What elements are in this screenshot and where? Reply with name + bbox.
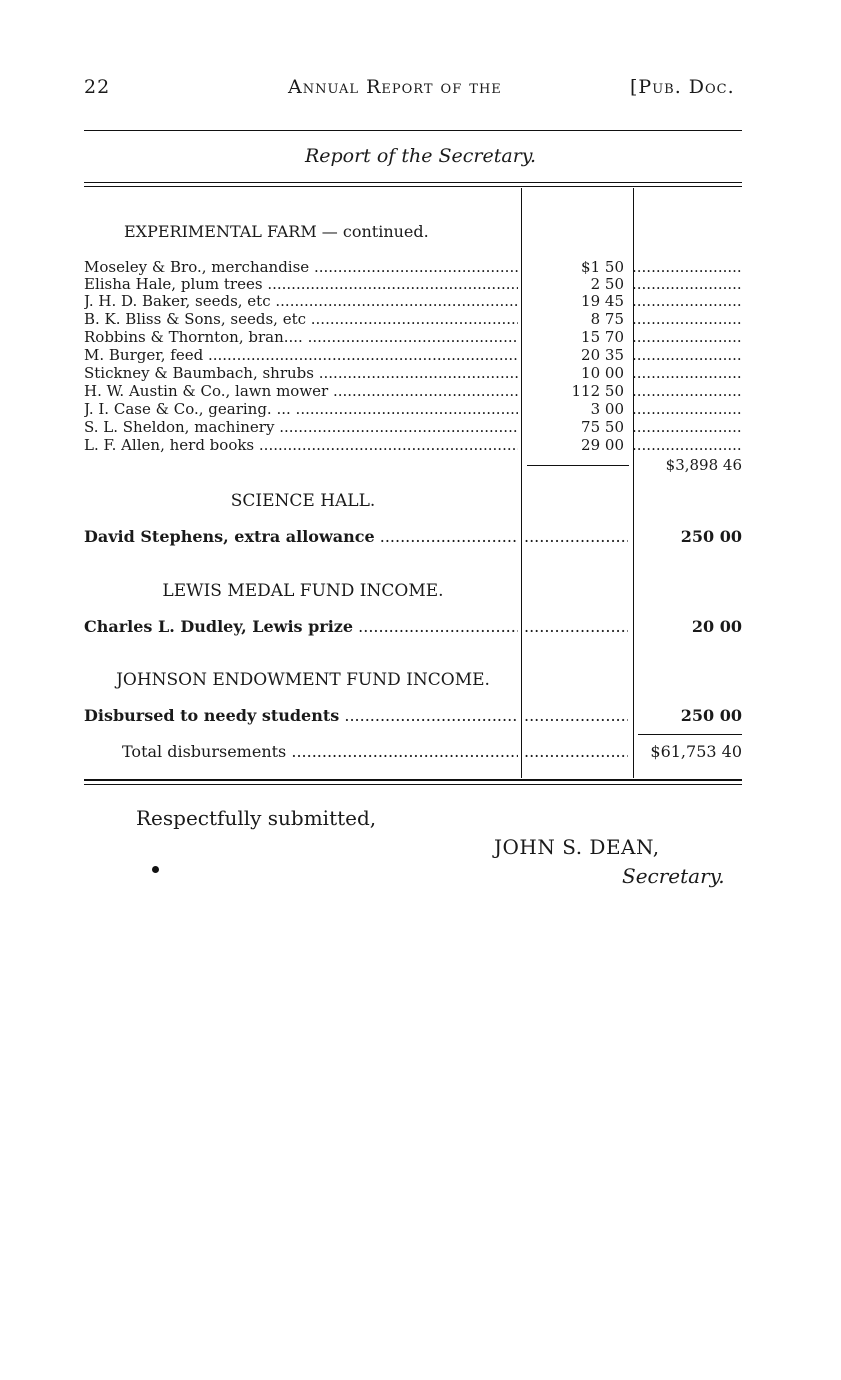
leader-dots [632,311,742,328]
grand-total: $61,753 40 [650,742,742,761]
row-label: J. H. D. Baker, seeds, etc ..... [84,293,518,310]
double-rule-bottom [84,784,742,785]
doc-label: [Pub. Doc. [630,76,735,98]
row-amount: 29 00 [581,436,624,454]
row-label: Moseley & Bro., merchandise ..... [84,259,518,276]
science-hall-heading: SCIENCE HALL. [230,491,376,511]
leader-dots [524,617,628,637]
leader-dots [632,419,742,436]
row-amount: 19 45 [581,292,624,310]
leader-dots [632,437,742,454]
row-label: L. F. Allen, herd books ..... [84,437,518,454]
double-rule-top [84,182,742,183]
running-title: Annual Report of the [288,76,502,98]
leader-dots [632,383,742,400]
farm-total: $3,898 46 [665,456,742,474]
row-label: Total disbursements ..... [84,742,518,762]
johnson-endowment-heading: JOHNSON ENDOWMENT FUND INCOME. [116,670,490,690]
row-amount: 8 75 [590,310,624,328]
leader-dots [524,742,628,762]
total-rule [638,734,742,735]
leader-dots [632,347,742,364]
double-rule-top [84,779,742,781]
double-rule-bottom [84,186,742,187]
row-label: Stickney & Baumbach, shrubs ..... [84,365,518,382]
row-label: Elisha Hale, plum trees ..... [84,276,518,293]
row-total: 20 00 [691,617,742,636]
row-label: David Stephens, extra allowance ..... [84,527,518,547]
row-total: 250 00 [680,706,742,725]
row-amount: 20 35 [581,346,624,364]
row-label: Charles L. Dudley, Lewis prize ..... [84,617,518,637]
row-label: M. Burger, feed ..... [84,347,518,364]
header-rule [84,130,742,131]
row-amount: 2 50 [590,275,624,293]
leader-dots [632,276,742,293]
leader-dots [632,259,742,276]
section-subtitle: Report of the Secretary. [304,145,537,167]
leader-dots [524,527,628,547]
row-label: B. K. Bliss & Sons, seeds, etc ..... [84,311,518,328]
experimental-farm-heading: EXPERIMENTAL FARM — continued. [124,222,429,241]
row-label: Disbursed to needy students ..... [84,706,518,726]
leader-dots [632,329,742,346]
signatory-name: JOHN S. DEAN, [494,835,660,859]
lewis-medal-heading: LEWIS MEDAL FUND INCOME. [162,581,444,601]
leader-dots [632,293,742,310]
subtotal-rule [527,465,629,466]
page-number: 22 [84,76,111,98]
ink-dot [152,866,159,873]
closing-text: Respectfully submitted, [136,806,377,830]
row-label: S. L. Sheldon, machinery ..... [84,419,518,436]
row-amount: 3 00 [590,400,624,418]
leader-dots [632,365,742,382]
leader-dots [524,706,628,726]
row-label: Robbins & Thornton, bran.... ..... [84,329,518,346]
row-amount: $1 50 [581,258,624,276]
row-amount: 75 50 [581,418,624,436]
row-total: 250 00 [680,527,742,546]
row-amount: 112 50 [571,382,624,400]
leader-dots [632,401,742,418]
row-amount: 15 70 [581,328,624,346]
row-label: H. W. Austin & Co., lawn mower ..... [84,383,518,400]
row-label: J. I. Case & Co., gearing. ... ..... [84,401,518,418]
signatory-role: Secretary. [622,864,725,888]
row-amount: 10 00 [581,364,624,382]
